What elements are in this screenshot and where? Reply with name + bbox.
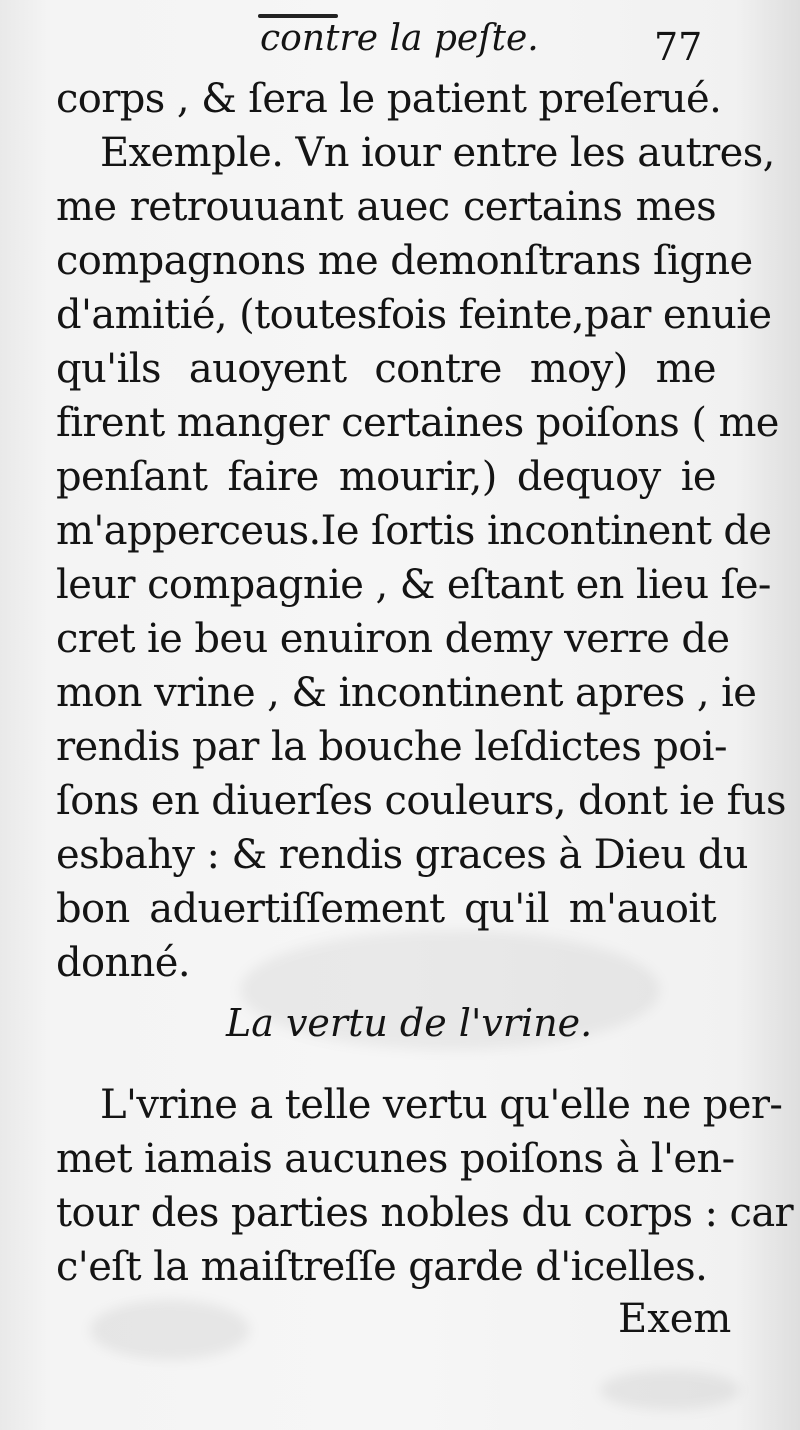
- catchword: Exem: [618, 1296, 732, 1342]
- text-line: leur compagnie , & eſtant en lieu ſe-: [56, 562, 771, 608]
- text-line: compagnons me demonſtrans ſigne: [56, 238, 753, 284]
- text-line: mon vrine , & incontinent apres , ie: [56, 670, 757, 716]
- text-line: donné.: [56, 940, 190, 986]
- running-head: contre la peſte.: [260, 18, 539, 59]
- text-line: m'apperceus.Ie ſortis incontinent de: [56, 508, 772, 554]
- text-line: corps , & ſera le patient preſerué.: [56, 76, 722, 122]
- text-line: met iamais aucunes poiſons à l'en-: [56, 1136, 735, 1182]
- text-line: me retrouuant auec certains mes: [56, 184, 716, 230]
- text-line: bon aduertiſſement qu'il m'auoit: [56, 886, 716, 932]
- text-line: L'vrine a telle vertu qu'elle ne per-: [100, 1082, 783, 1128]
- text-line: tour des parties nobles du corps : car: [56, 1190, 794, 1236]
- text-line: esbahy : & rendis graces à Dieu du: [56, 832, 748, 878]
- text-line: d'amitié, (toutesfois feinte,par enuie: [56, 292, 772, 338]
- text-line: cret ie beu enuiron demy verre de: [56, 616, 730, 662]
- text-line: qu'ils auoyent contre moy) me: [56, 346, 716, 392]
- text-line: c'eſt la maiſtreſſe garde d'icelles.: [56, 1244, 708, 1290]
- text-line: firent manger certaines poiſons ( me: [56, 400, 779, 446]
- text-line: Exemple. Vn iour entre les autres,: [100, 130, 775, 176]
- text-line: penſant faire mourir,) dequoy ie: [56, 454, 716, 500]
- text-line: rendis par la bouche leſdictes poi-: [56, 724, 727, 770]
- section-heading: La vertu de l'vrine.: [226, 1001, 593, 1045]
- page-number: 77: [654, 25, 703, 69]
- text-line: ſons en diuerſes couleurs, dont ie fus: [56, 778, 786, 824]
